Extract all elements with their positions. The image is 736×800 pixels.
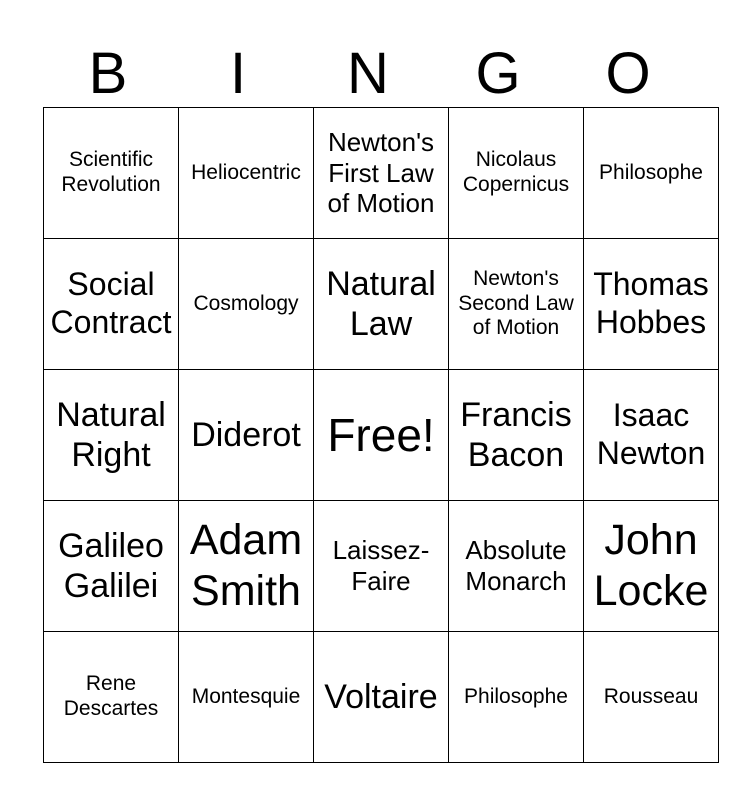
bingo-cell[interactable]: Philosophe [584, 108, 719, 239]
bingo-cell[interactable]: Thomas Hobbes [584, 239, 719, 370]
bingo-cell[interactable]: Scientific Revolution [44, 108, 179, 239]
bingo-cell[interactable]: Cosmology [179, 239, 314, 370]
bingo-cell[interactable]: Montesquie [179, 632, 314, 763]
bingo-cell[interactable]: Social Contract [44, 239, 179, 370]
header-letter-n: N [347, 41, 389, 106]
bingo-cell[interactable]: Newton's Second Law of Motion [449, 239, 584, 370]
bingo-cell[interactable]: John Locke [584, 501, 719, 632]
card-row [44, 239, 719, 370]
bingo-cell[interactable]: Heliocentric [179, 108, 314, 239]
bingo-cell[interactable]: Isaac Newton [584, 370, 719, 501]
header-letter-g: G [475, 41, 521, 106]
card-row [44, 370, 719, 501]
bingo-cell[interactable]: Rene Descartes [44, 632, 179, 763]
header-letter-i: I [229, 41, 247, 106]
bingo-cell[interactable]: Absolute Monarch [449, 501, 584, 632]
bingo-cell[interactable]: Newton's First Law of Motion [314, 108, 449, 239]
bingo-cell[interactable]: Diderot [179, 370, 314, 501]
bingo-cell[interactable]: Natural Right [44, 370, 179, 501]
bingo-cell[interactable]: Rousseau [584, 632, 719, 763]
bingo-cell[interactable]: Galileo Galilei [44, 501, 179, 632]
bingo-cell[interactable]: Laissez-Faire [314, 501, 449, 632]
bingo-cell[interactable]: Natural Law [314, 239, 449, 370]
bingo-cell[interactable]: Nicolaus Copernicus [449, 108, 584, 239]
bingo-header [43, 40, 693, 108]
card-row [44, 501, 719, 632]
bingo-card [43, 107, 719, 763]
card-row [44, 632, 719, 763]
card-row [44, 108, 719, 239]
bingo-cell[interactable]: Adam Smith [179, 501, 314, 632]
free-space-cell[interactable]: Free! [314, 370, 449, 501]
bingo-cell[interactable]: Voltaire [314, 632, 449, 763]
header-letter-b: B [88, 41, 128, 106]
header-letter-o: O [605, 41, 651, 106]
bingo-cell[interactable]: Francis Bacon [449, 370, 584, 501]
bingo-cell[interactable]: Philosophe [449, 632, 584, 763]
